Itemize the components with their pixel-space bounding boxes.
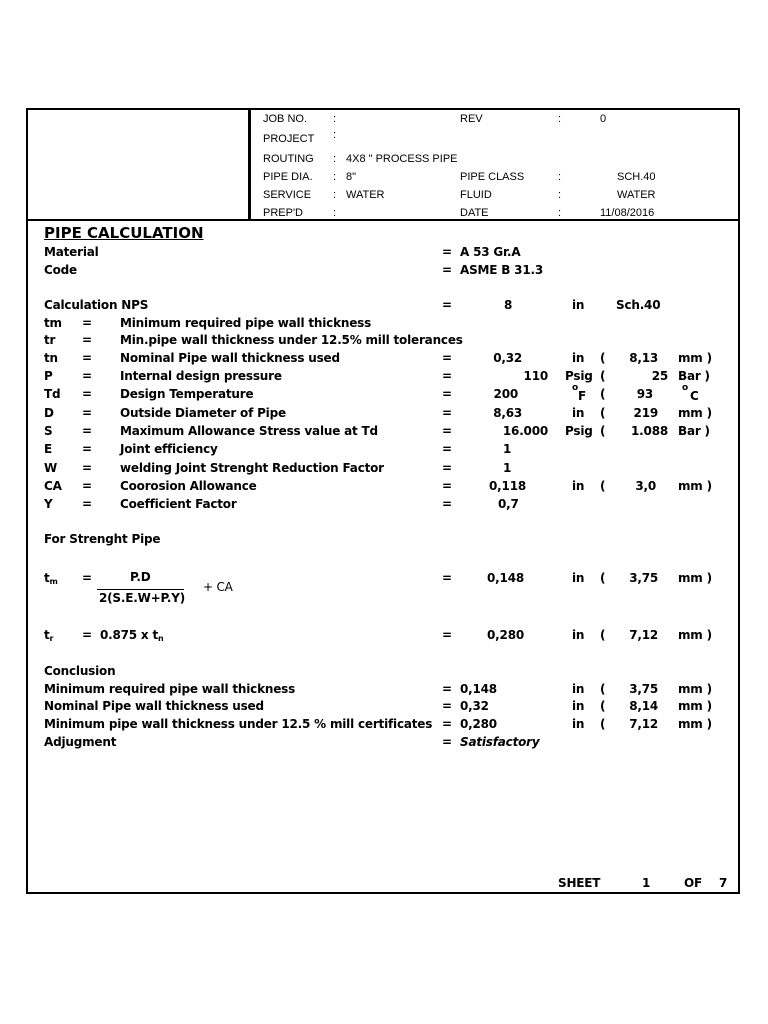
- def-symbol: S: [44, 424, 53, 438]
- conclusion-metric-unit: mm ): [678, 682, 712, 696]
- def-symbol: D: [44, 406, 54, 420]
- equals: =: [82, 369, 92, 383]
- header-logo-box: [26, 108, 251, 221]
- def-value: 0,118: [489, 479, 526, 493]
- def-metric: 8,13: [629, 351, 658, 365]
- def-symbol: Y: [44, 497, 53, 511]
- equals: =: [442, 682, 452, 696]
- equals: =: [442, 717, 452, 731]
- def-metric-unit: Bar ): [678, 424, 710, 438]
- def-symbol: Td: [44, 387, 61, 401]
- equals: =: [442, 387, 452, 401]
- prepd-label: PREP'D: [263, 207, 303, 219]
- nps-unit: in: [572, 298, 585, 312]
- open-paren: (: [600, 424, 606, 438]
- pipe-class-label: PIPE CLASS: [460, 171, 525, 183]
- def-desc: Min.pipe wall thickness under 12.5% mill tolerances: [120, 333, 463, 347]
- colon: :: [558, 207, 562, 219]
- equals: =: [82, 351, 92, 365]
- def-symbol: tm: [44, 316, 62, 330]
- conclusion-label: Minimum pipe wall thickness under 12.5 % mill certificates: [44, 717, 433, 731]
- pipe-dia-value: 8": [346, 171, 357, 183]
- def-desc: Internal design pressure: [120, 369, 282, 383]
- def-desc: Minimum required pipe wall thickness: [120, 316, 372, 330]
- def-value: 1: [503, 461, 512, 475]
- def-value: 110: [523, 369, 548, 383]
- conclusion-heading: Conclusion: [44, 664, 116, 678]
- equals: =: [442, 479, 452, 493]
- equals: =: [442, 369, 452, 383]
- conclusion-label: Nominal Pipe wall thickness used: [44, 699, 264, 713]
- routing-value: 4X8 " PROCESS PIPE: [346, 153, 458, 165]
- formula-numerator: P.D: [130, 570, 151, 584]
- equals: =: [442, 497, 452, 511]
- open-paren: (: [600, 699, 606, 713]
- code-label: Code: [44, 263, 77, 277]
- equals: =: [442, 424, 452, 438]
- def-value: 200: [493, 387, 518, 401]
- of-label: OF: [684, 876, 702, 890]
- sheet-label: SHEET: [558, 876, 601, 890]
- def-symbol: tr: [44, 333, 56, 347]
- equals: =: [82, 333, 92, 347]
- tm-metric-unit: mm ): [678, 571, 712, 585]
- equals: =: [82, 424, 92, 438]
- def-metric-unit: Bar ): [678, 369, 710, 383]
- equals: =: [442, 442, 452, 456]
- equals: =: [82, 406, 92, 420]
- tr-unit: in: [572, 628, 585, 642]
- pipe-dia-label: PIPE DIA.: [263, 171, 313, 183]
- equals: =: [82, 442, 92, 456]
- conclusion-metric-unit: mm ): [678, 699, 712, 713]
- job-no-label: JOB NO.: [263, 113, 308, 125]
- fluid-label: FLUID: [460, 189, 492, 201]
- equals: =: [442, 628, 452, 642]
- def-metric: 25: [651, 369, 668, 383]
- project-label: PROJECT: [263, 133, 315, 145]
- sheet-total: 7: [719, 876, 728, 890]
- def-unit: F: [578, 389, 586, 403]
- conclusion-metric: 8,14: [629, 699, 658, 713]
- tr-value: 0,280: [487, 628, 524, 642]
- def-unit: Psig: [565, 424, 593, 438]
- pipe-class-value: SCH.40: [617, 171, 656, 183]
- def-desc: Nominal Pipe wall thickness used: [120, 351, 340, 365]
- def-unit: in: [572, 351, 585, 365]
- equals: =: [82, 628, 92, 642]
- date-label: DATE: [460, 207, 489, 219]
- def-symbol: W: [44, 461, 58, 475]
- service-value: WATER: [346, 189, 385, 201]
- conclusion-metric: 7,12: [629, 717, 658, 731]
- equals: =: [442, 263, 452, 277]
- conclusion-unit: in: [572, 682, 585, 696]
- page-title: PIPE CALCULATION: [44, 224, 204, 242]
- def-metric: 93: [636, 387, 653, 401]
- def-value: 1: [503, 442, 512, 456]
- colon: :: [333, 207, 337, 219]
- nps-label: Calculation NPS: [44, 298, 149, 312]
- nps-schedule: Sch.40: [616, 298, 661, 312]
- equals: =: [82, 497, 92, 511]
- def-desc: Joint efficiency: [120, 442, 218, 456]
- rev-value: 0: [600, 113, 607, 125]
- colon: :: [333, 153, 337, 165]
- def-value: 8,63: [493, 406, 522, 420]
- def-desc: Coorosion Allowance: [120, 479, 257, 493]
- routing-label: ROUTING: [263, 153, 314, 165]
- material-label: Material: [44, 245, 99, 259]
- def-symbol: E: [44, 442, 52, 456]
- colon: :: [558, 113, 562, 125]
- def-symbol: CA: [44, 479, 62, 493]
- open-paren: (: [600, 717, 606, 731]
- plus-ca: + CA: [203, 580, 233, 594]
- colon: :: [333, 129, 337, 141]
- def-symbol: P: [44, 369, 53, 383]
- def-desc: Outside Diameter of Pipe: [120, 406, 286, 420]
- equals: =: [442, 351, 452, 365]
- colon: :: [558, 189, 562, 201]
- header-divider: [251, 219, 740, 221]
- conclusion-metric-unit: mm ): [678, 717, 712, 731]
- open-paren: (: [600, 479, 606, 493]
- equals: =: [442, 245, 452, 259]
- conclusion-value: 0,32: [460, 699, 489, 713]
- def-metric-unit: mm ): [678, 479, 712, 493]
- nps-value: 8: [504, 298, 513, 312]
- def-desc: Maximum Allowance Stress value at Td: [120, 424, 378, 438]
- date-value: 11/08/2016: [600, 207, 655, 219]
- equals: =: [82, 387, 92, 401]
- open-paren: (: [600, 628, 606, 642]
- tr-formula-text: 0.875 x t: [100, 628, 158, 642]
- conclusion-metric: 3,75: [629, 682, 658, 696]
- equals: =: [82, 461, 92, 475]
- fluid-value: WATER: [617, 189, 656, 201]
- def-desc: Design Temperature: [120, 387, 254, 401]
- def-metric: 1.088: [631, 424, 668, 438]
- adjugment-value: Satisfactory: [460, 735, 540, 749]
- tr-formula: 0.875 x $t_n$: [100, 628, 164, 643]
- adjugment-label: Adjugment: [44, 735, 117, 749]
- conclusion-value: 0,280: [460, 717, 497, 731]
- tm-metric: 3,75: [629, 571, 658, 585]
- def-unit: Psig: [565, 369, 593, 383]
- fraction-bar: [97, 589, 184, 590]
- equals: =: [82, 479, 92, 493]
- colon: :: [333, 171, 337, 183]
- colon: :: [333, 113, 337, 125]
- open-paren: (: [600, 369, 606, 383]
- open-paren: (: [600, 351, 606, 365]
- conclusion-unit: in: [572, 699, 585, 713]
- equals: =: [442, 735, 452, 749]
- def-metric-unit: mm ): [678, 351, 712, 365]
- tr-metric: 7,12: [629, 628, 658, 642]
- def-desc: Coefficient Factor: [120, 497, 237, 511]
- sheet-number: 1: [642, 876, 651, 890]
- def-value: 16.000: [502, 424, 548, 438]
- rev-label: REV: [460, 113, 483, 125]
- equals: =: [82, 316, 92, 330]
- equals: =: [442, 298, 452, 312]
- conclusion-label: Minimum required pipe wall thickness: [44, 682, 296, 696]
- equals: =: [442, 571, 452, 585]
- conclusion-unit: in: [572, 717, 585, 731]
- def-unit: in: [572, 479, 585, 493]
- tr-metric-unit: mm ): [678, 628, 712, 642]
- conclusion-value: 0,148: [460, 682, 497, 696]
- equals: =: [442, 699, 452, 713]
- degree-sign: o: [572, 383, 578, 393]
- equals: =: [82, 571, 92, 585]
- open-paren: (: [600, 387, 606, 401]
- strength-heading: For Strenght Pipe: [44, 532, 161, 546]
- material-value: A 53 Gr.A: [460, 245, 521, 259]
- tm-unit: in: [572, 571, 585, 585]
- service-label: SERVICE: [263, 189, 312, 201]
- open-paren: (: [600, 571, 606, 585]
- degree-sign: o: [682, 383, 688, 393]
- formula-denominator: 2(S.E.W+P.Y): [99, 591, 186, 605]
- equals: =: [442, 461, 452, 475]
- def-desc: welding Joint Strenght Reduction Factor: [120, 461, 384, 475]
- def-metric: 219: [633, 406, 658, 420]
- tr-symbol: $t_r$: [44, 628, 54, 643]
- def-metric: 3,0: [635, 479, 656, 493]
- def-metric-unit: mm ): [678, 406, 712, 420]
- def-metric-unit: C: [690, 389, 699, 403]
- colon: :: [333, 189, 337, 201]
- equals: =: [442, 406, 452, 420]
- def-value: 0,32: [493, 351, 522, 365]
- def-unit: in: [572, 406, 585, 420]
- def-symbol: tn: [44, 351, 58, 365]
- code-value: ASME B 31.3: [460, 263, 543, 277]
- colon: :: [558, 171, 562, 183]
- open-paren: (: [600, 682, 606, 696]
- tm-value: 0,148: [487, 571, 524, 585]
- def-value: 0,7: [498, 497, 519, 511]
- tm-symbol: $t_m$: [44, 571, 58, 586]
- open-paren: (: [600, 406, 606, 420]
